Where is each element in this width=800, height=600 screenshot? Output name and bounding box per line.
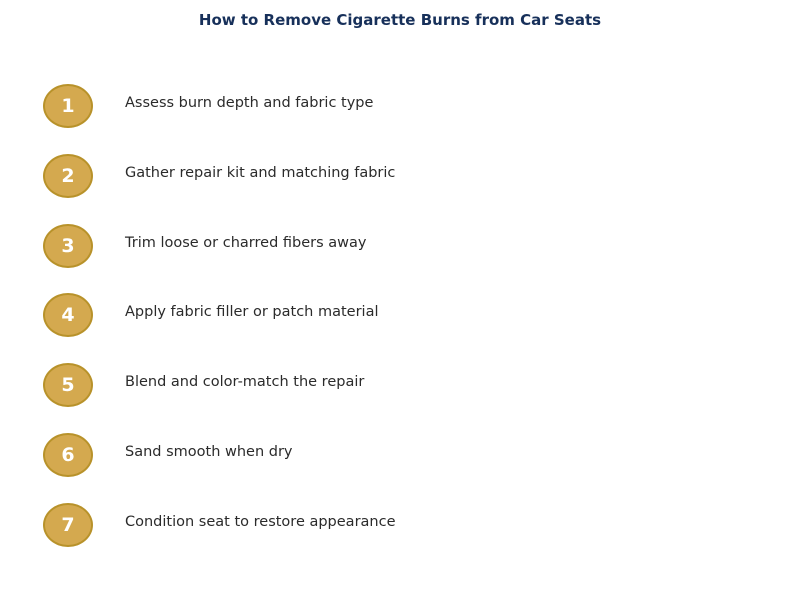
step-label: Gather repair kit and matching fabric — [125, 164, 396, 181]
step-item — [0, 84, 800, 128]
step-item — [0, 503, 800, 547]
step-item — [0, 224, 800, 268]
step-label: Sand smooth when dry — [125, 444, 293, 460]
step-item — [0, 293, 800, 337]
step-number-badge: 2 — [43, 154, 93, 198]
step-number-badge: 6 — [43, 433, 93, 477]
step-label: Trim loose or charred fibers away — [125, 234, 367, 251]
step-label: Blend and color-match the repair — [125, 374, 365, 391]
step-number-badge: 7 — [43, 503, 93, 547]
step-label: Condition seat to restore appearance — [125, 513, 396, 530]
step-number-badge: 5 — [43, 363, 93, 407]
diagram-title: How to Remove Cigarette Burns from Car Seats — [198, 11, 602, 29]
step-number-badge: 3 — [43, 224, 93, 268]
step-number-badge: 4 — [43, 293, 93, 337]
step-item — [0, 363, 800, 407]
step-item — [0, 433, 800, 477]
step-label: Apply fabric filler or patch material — [125, 304, 379, 321]
step-item — [0, 154, 800, 198]
step-number-badge: 1 — [43, 84, 93, 128]
step-label: Assess burn depth and fabric type — [125, 95, 374, 111]
